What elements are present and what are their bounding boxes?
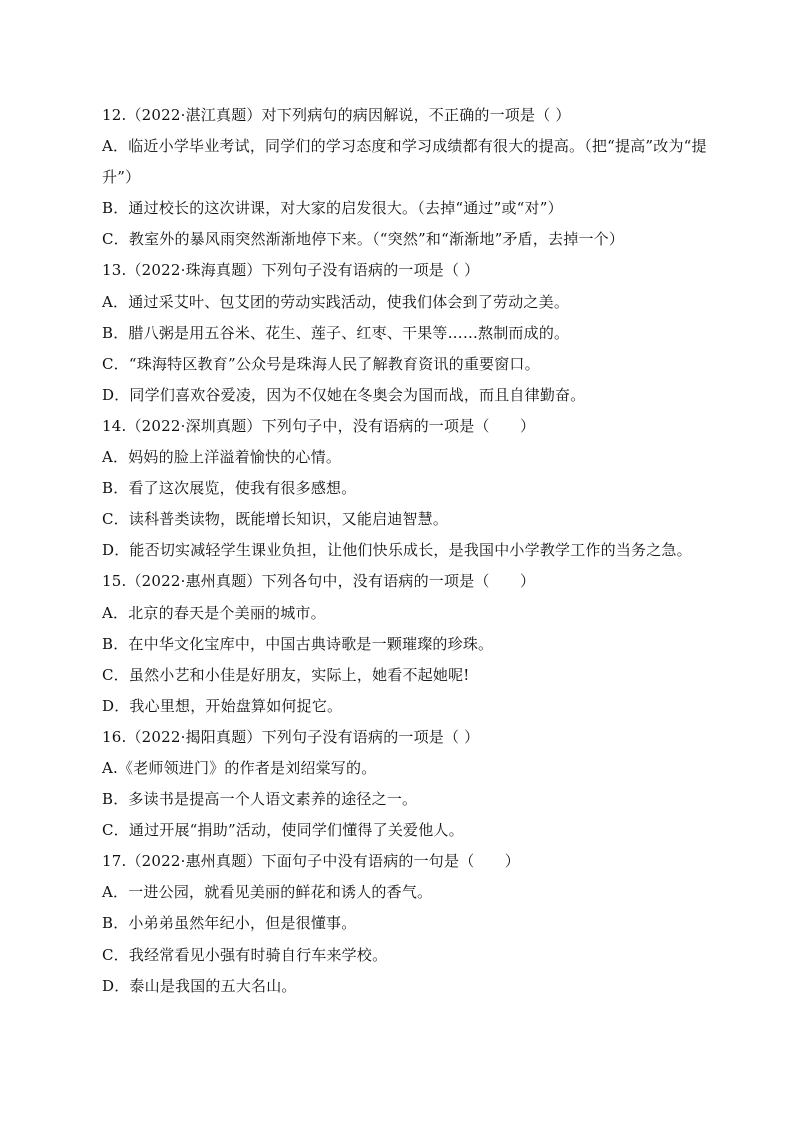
question-list: [102, 100, 712, 1002]
question-15-option-a: A．北京的春天是个美丽的城市。: [102, 603, 326, 622]
question-17-option-a: A．一进公园，就看见美丽的鲜花和诱人的香气。: [102, 883, 433, 902]
question-13-option-a: A．通过采艾叶、包艾团的劳动实践活动，使我们体会到了劳动之美。: [102, 292, 570, 311]
question-14-option-a: A．妈妈的脸上洋溢着愉快的心情。: [102, 448, 342, 467]
question-12-option-b: B．通过校长的这次讲课，对大家的启发很大。（去掉“通过”或“对”）: [102, 199, 563, 218]
question-14-stem: 14.（2022·深圳真题）下列句子中，没有语病的一项是（ ）: [102, 416, 536, 435]
question-13-stem: 13.（2022·珠海真题）下列句子没有语病的一项是（ ）: [102, 261, 480, 280]
question-17-option-d: D．泰山是我国的五大名山。: [102, 976, 297, 995]
question-16-option-b: B．多读书是提高一个人语文素养的途径之一。: [102, 790, 418, 809]
question-12-stem: 12.（2022·湛江真题）对下列病句的病因解说，不正确的一项是（ ）: [102, 106, 571, 124]
question-15-option-d: D．我心里想，开始盘算如何捉它。: [102, 696, 343, 715]
question-17-stem: 17.（2022·惠州真题）下面句子中没有语病的一句是（ ）: [102, 852, 520, 871]
question-16-option-a: A.《老师领进门》的作者是刘绍棠写的。: [102, 758, 377, 777]
question-17-option-b: B．小弟弟虽然年纪小，但是很懂事。: [102, 914, 357, 933]
question-13-option-c: C．“珠海特区教育”公众号是珠海人民了解教育资讯的重要窗口。: [102, 354, 540, 373]
question-13-option-d: D．同学们喜欢谷爱凌，因为不仅她在冬奥会为国而战，而且自律勤奋。: [102, 385, 586, 404]
question-16-stem: 16.（2022·揭阳真题）下列句子没有语病的一项是（ ）: [102, 727, 480, 746]
question-15-option-c: C．虽然小艺和小佳是好朋友，实际上，她看不起她呢!: [102, 665, 470, 684]
question-15-option-b: B．在中华文化宝库中，中国古典诗歌是一颗璀璨的珍珠。: [102, 634, 494, 653]
question-13-option-b: B．腊八粥是用五谷米、花生、莲子、红枣、干果等……熬制而成的。: [102, 323, 570, 342]
question-14-option-b: B．看了这次展览，使我有很多感想。: [102, 479, 357, 498]
question-16-option-c: C．通过开展“捐助”活动，使同学们懂得了关爱他人。: [102, 821, 464, 840]
question-17-option-c: C．我经常看见小强有时骑自行车来学校。: [102, 945, 388, 964]
question-15-stem: 15.（2022·惠州真题）下列各句中，没有语病的一项是（ ）: [102, 572, 536, 591]
question-12-option-c: C．教室外的暴风雨突然渐渐地停下来。（“突然”和“渐渐地”矛盾，去掉一个）: [102, 230, 625, 249]
question-14-option-d: D．能否切实减轻学生课业负担，让他们快乐成长，是我国中小学教学工作的当务之急。: [102, 541, 692, 560]
question-14-option-c: C．读科普类读物，既能增长知识，又能启迪智慧。: [102, 510, 449, 529]
question-12-option-a: A．临近小学毕业考试，同学们的学习态度和学习成绩都有很大的提高。（把“提高”改为“提升”）: [102, 137, 707, 187]
